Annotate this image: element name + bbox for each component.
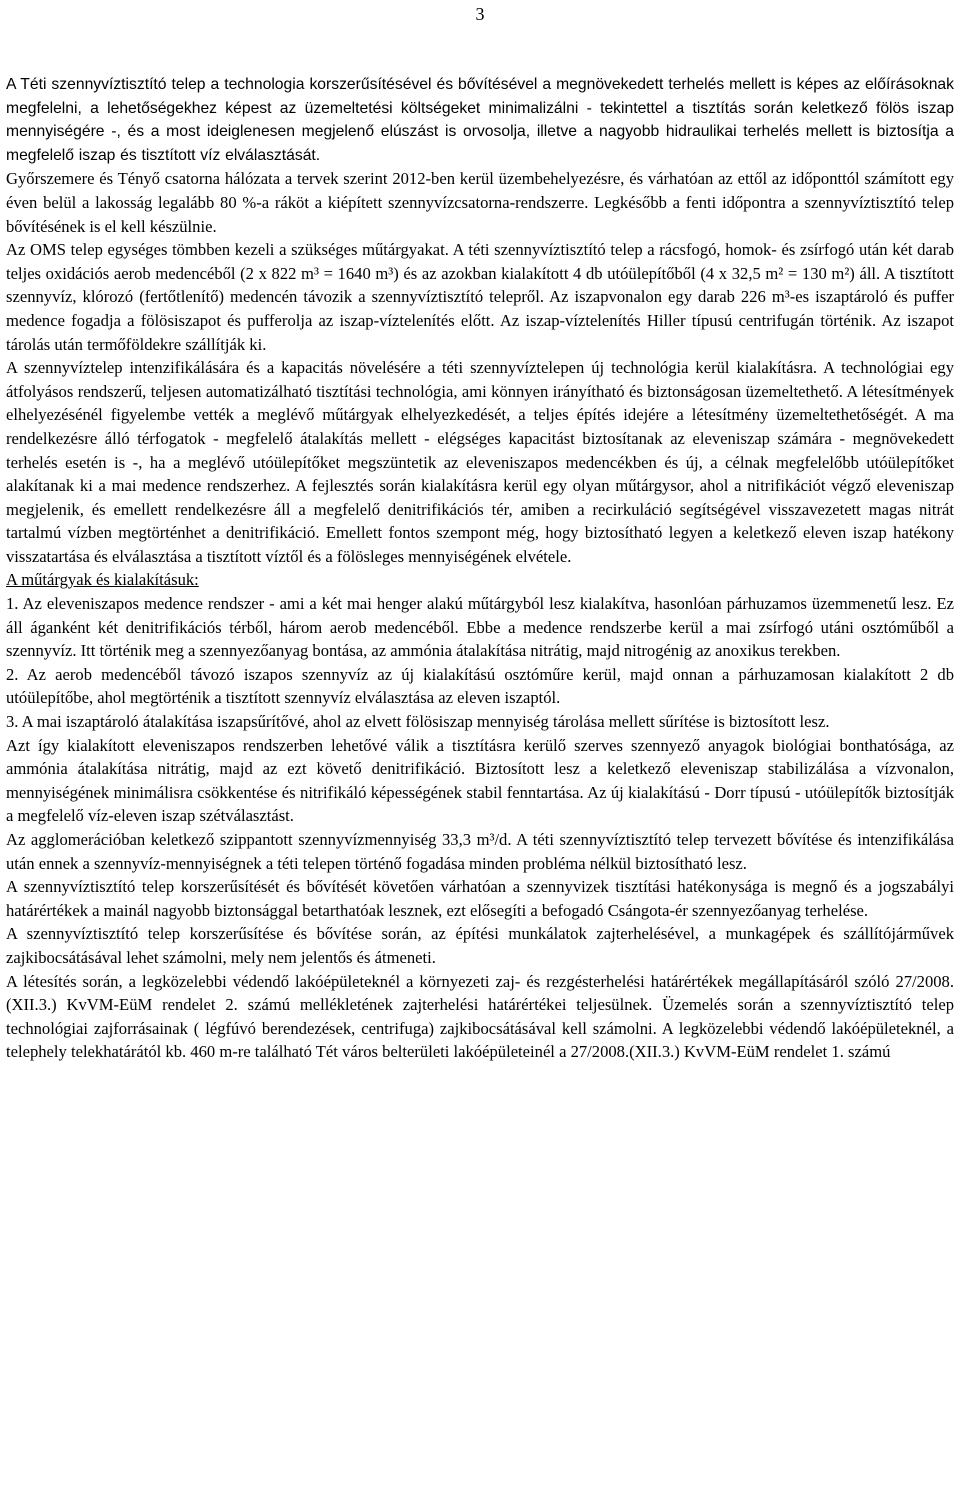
section-heading: A műtárgyak és kialakításuk: [6,570,199,590]
paragraph: Azt így kialakított eleveniszapos rendszerben lehetővé válik a tisztításra kerülő szerves szennyező anyagok biológiai bonthatósága, az ammónia átalakítása nitrátig, majd az ezt követő denitrifikáció. Biztosított lesz a keletkező eleveniszap stabilizálása a vízvonalon, mennyiségének minimálisra csökkentése és nitrifikáló képességének stabil fenntartása. Az új kialakítású - Dorr típusú - utóülepítők biztosítják a megfelelő víz-eleven iszap szétválasztást. [6,735,954,826]
paragraph: A létesítés során, a legközelebbi védendő lakóépületeknél a környezeti zaj- és rezgésterhelési határértékek megállapításáról szóló 27/2008.(XII.3.) KvVM-EüM rendelet 2. számú mellékletének zajterhelési határértékei teljesülnek. Üzemelés során a szennyvíztisztító telep technológiai zajforrásainak ( légfúvó berendezések, centrifuga) zajkibocsátásával kell számolni. A legközelebbi védendő lakóépületeknél, a telephely telekhatárától kb. 460 m-re található Tét város belterületi lakóépületeinél a 27/2008.(XII.3.) KvVM-EüM rendelet 1. számú [6,971,954,1062]
paragraph: Győrszemere és Tényő csatorna hálózata a tervek szerint 2012-ben kerül üzembehelyezésre, és várhatóan az ettől az időponttól számított egy éven belül a lakosság legalább 80 %-a ráköt a kiépített szennyvízcsatorna-rendszerre. Legkésőbb a fenti időpontra a szennyvíztisztító telep bővítésének is el kell készülnie. [6,169,954,236]
list-item: 2. Az aerob medencéből távozó iszapos szennyvíz az új kialakítású osztóműre kerül, majd onnan a párhuzamosan kialakított 2 db utóülepítőbe, ahol megtörténik a tisztított szennyvíz elválasztása az eleven iszaptól. [6,664,954,708]
paragraph: Az OMS telep egységes tömbben kezeli a szükséges műtárgyakat. A téti szennyvíztisztító telep a rácsfogó, homok- és zsírfogó után két darab teljes oxidációs aerob medencéből (2 x 822 m³ = 1640 m³) és az azokban kialakított 4 db utóülepítőből (4 x 32,5 m² = 130 m²) áll. A tisztított szennyvíz, klórozó (fertőtlenítő) medencén távozik a szennyvíztisztító telepről. Az iszapvonalon egy darab 226 m³-es iszaptároló és puffer medence fogadja a fölösiszapot és pufferolja az iszap-víztelenítés előtt. Az iszap-víztelenítés Hiller típusú centrifugán történik. Az iszapot tárolás után termőföldekre szállítják ki. [6,240,954,354]
page-number: 3 [475,4,485,24]
intro-paragraph: A Téti szennyvíztisztító telep a technologia korszerűsítésével és bővítésével a megnövekedett terhelés mellett is képes az előírásoknak megfelelni, a lehetőségekhez képest az üzemeltetési költségeket minimalizálni - tekintettel a tisztítás során keletkező fölös iszap mennyiségére -, és a most ideiglenesen megjelenő elúszást is orvosolja, illetve a nagyobb hidraulikai terhelés mellett is biztosítja a megfelelő iszap és tisztított víz elválasztását. [6,76,954,164]
list-item: 1. Az eleveniszapos medence rendszer - ami a két mai henger alakú műtárgyból lesz kialakítva, hasonlóan párhuzamos üzemmenetű lesz. Ez áll áganként két denitrifikációs térből, három aerob medencéből. Ebbe a medence rendszerbe kerül a mai zsírfogó utáni osztóműből a szennyvíz. Itt történik meg a szennyezőanyag bontása, az ammónia átalakítása nitrátig, majd nitrogénig az anoxikus terekben. [6,594,954,661]
paragraph: A szennyvíztisztító telep korszerűsítését és bővítését követően várhatóan a szennyvizek tisztítási hatékonysága is megnő és a jogszabályi határértékek a mainál nagyobb biztonsággal betarthatóak lesznek, ezt elősegíti a befogadó Csángota-ér szennyezőanyag terhelése. [6,877,954,920]
paragraph: Az agglomerációban keletkező szippantott szennyvízmennyiség 33,3 m³/d. A téti szennyvíztisztító telep tervezett bővítése és intenzifikálása után ennek a szennyvíz-mennyiségnek a téti telepen történő fogadása minden probléma nélkül biztosítható lesz. [6,830,954,873]
paragraph: A szennyvíztisztító telep korszerűsítése és bővítése során, az építési munkálatok zajterhelésével, a munkagépek és szállítójárművek zajkibocsátásával lehet számolni, mely nem jelentős és átmeneti. [6,924,954,967]
document-body [6,73,954,1064]
list-item: 3. A mai iszaptároló átalakítása iszapsűrítővé, ahol az elvett fölösiszap mennyiség tárolása mellett sűrítése is biztosított lesz. [6,712,830,732]
paragraph: A szennyvíztelep intenzifikálására és a kapacitás növelésére a téti szennyvíztelepen új technológia kerül kialakításra. A technológiai egy átfolyásos rendszerű, teljesen automatizálható tisztítási technológia, ami könnyen irányítható és biztonságosan üzemeltethető. A létesítmények elhelyezésénél figyelembe vették a meglévő műtárgyak elhelyezkedését, a teljes építés idejére a létesítmény üzemeltethetőségét. A ma rendelkezésre álló térfogatok - megfelelő átalakítás mellett - elégséges kapacitást biztosítanak az eleveniszap számára - megnövekedett terhelés esetén is -, ha a meglévő utóülepítőket megszüntetik az eleveniszapos medencékben és új, a célnak megfelelőbb utóülepítőket alakítanak ki a mai medence rendszerhez. A fejlesztés során kialakításra kerül egy olyan műtárgysor, ahol a nitrifikációt végző eleveniszap megjelenik, és emellett rendelkezésre áll a megfelelő denitrifikációs tér, amiben a recirkuláció segítségével visszavezetett magas nitrát tartalmú vízben megtörténhet a denitrifikáció. Emellett fontos szempont még, hogy biztosítható legyen a keletkező eleven iszap hatékony visszatartása és elválasztása a tisztított víztől és a fölösleges mennyiségének elvétele. [6,358,954,566]
